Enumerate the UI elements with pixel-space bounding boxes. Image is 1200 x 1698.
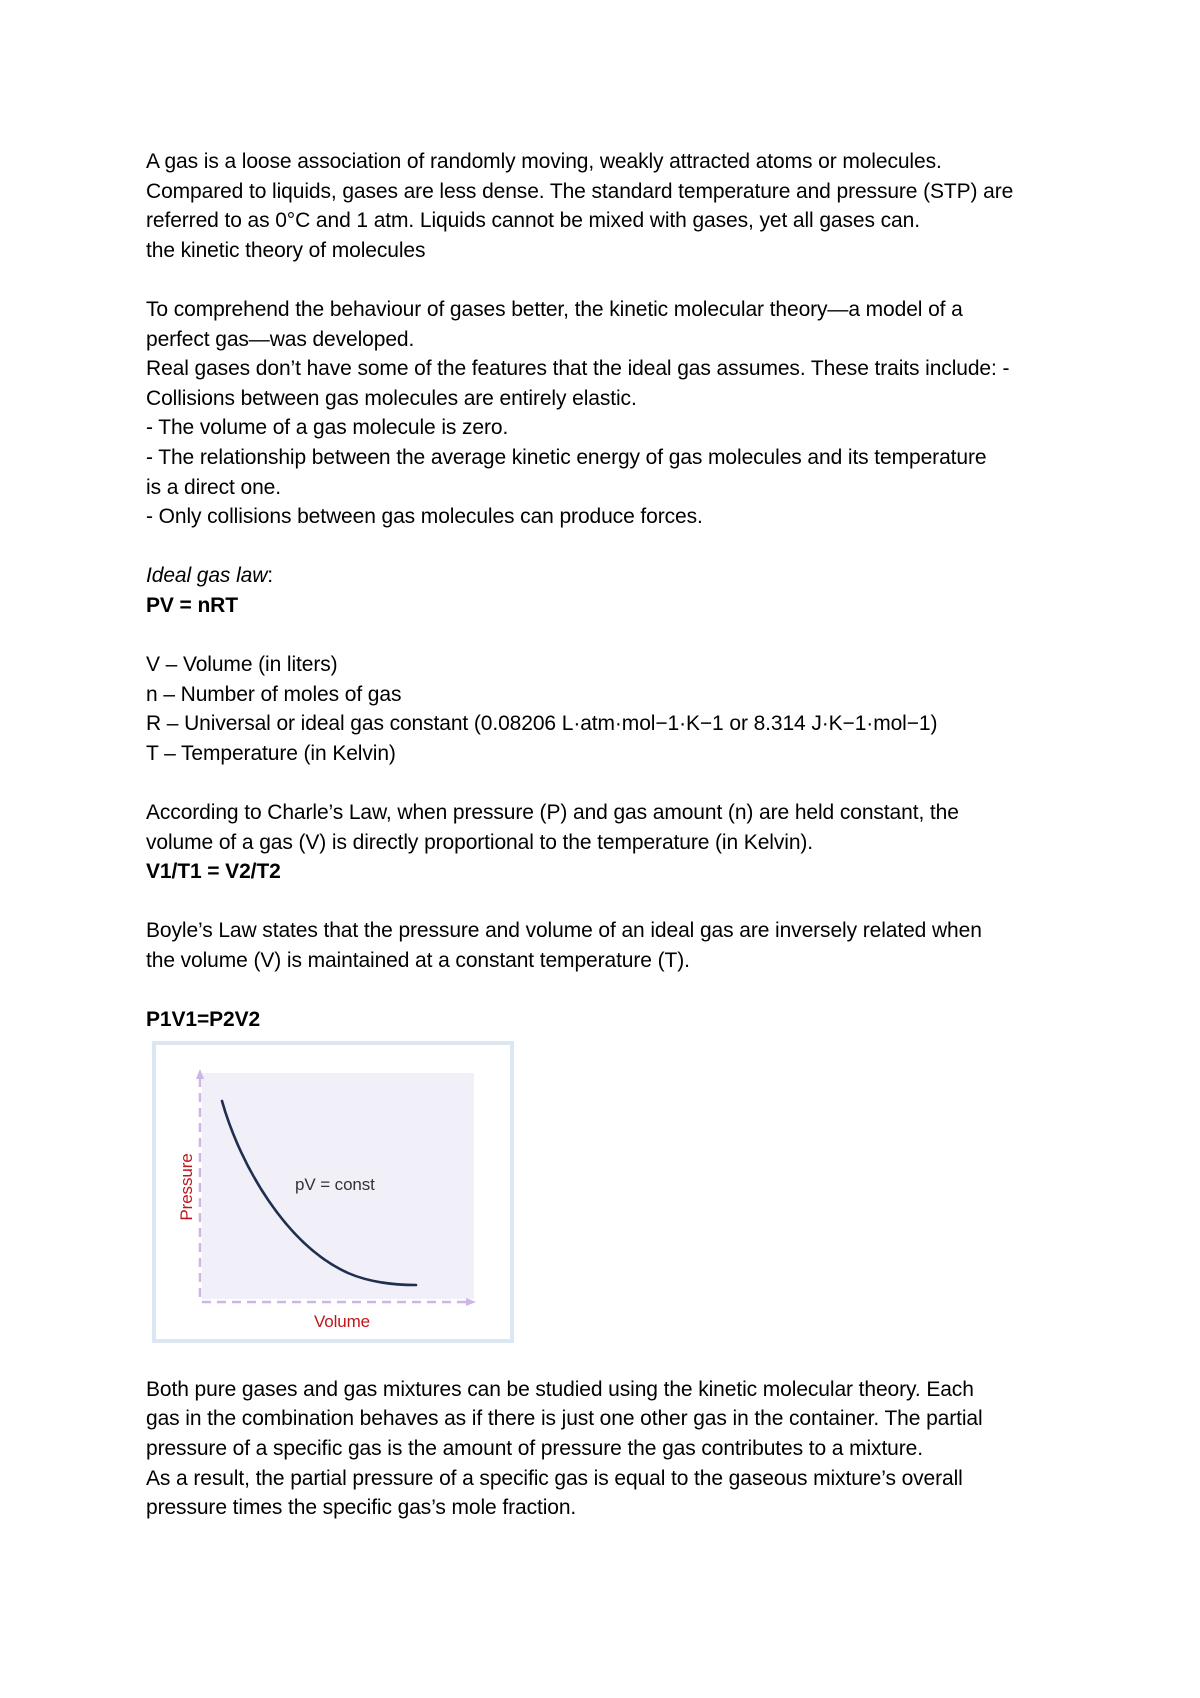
pressure-volume-graph	[156, 1045, 510, 1339]
document-body	[146, 147, 1076, 1523]
paragraph-gap	[146, 532, 1076, 562]
paragraph-gap	[146, 768, 1076, 798]
text-line: Compared to liquids, gases are less dense. The standard temperature and pressure (STP) are	[146, 179, 1014, 203]
variable-definition: T – Temperature (in Kelvin)	[146, 741, 396, 765]
paragraph-gap	[146, 265, 1076, 295]
text-line: Real gases don’t have some of the features that the ideal gas assumes. These traits include: -	[146, 357, 1010, 381]
text-line: gas in the combination behaves as if there is just one other gas in the container. The partial	[146, 1407, 983, 1431]
paragraph-gap	[146, 621, 1076, 651]
ideal-gas-law-title: Ideal gas law	[146, 564, 268, 588]
ideal-gas-formula: PV = nRT	[146, 593, 238, 617]
text-line: - The volume of a gas molecule is zero.	[146, 416, 509, 440]
heading-colon: :	[267, 564, 274, 588]
text-line: the volume (V) is maintained at a constant temperature (T).	[146, 949, 690, 973]
ideal-gas-law-heading	[146, 561, 1076, 591]
text-line: perfect gas—was developed.	[146, 327, 415, 351]
text-line: volume of a gas (V) is directly proportional to the temperature (in Kelvin).	[146, 830, 814, 854]
text-line: Collisions between gas molecules are entirely elastic.	[146, 386, 637, 410]
charles-law-formula: V1/T1 = V2/T2	[146, 860, 281, 884]
text-line: As a result, the partial pressure of a specific gas is equal to the gaseous mixture’s overall	[146, 1466, 963, 1490]
text-line: the kinetic theory of molecules	[146, 238, 426, 262]
text-line: To comprehend the behaviour of gases better, the kinetic molecular theory—a model of a	[146, 297, 963, 321]
text-line: is a direct one.	[146, 475, 281, 499]
variable-definition: V – Volume (in liters)	[146, 653, 338, 677]
curve-annotation: pV = const	[295, 1174, 375, 1194]
boyle-law-formula: P1V1=P2V2	[146, 1008, 261, 1032]
paragraph-gap	[146, 887, 1076, 917]
partial-pressure-section	[146, 1375, 1076, 1523]
variable-definition: n – Number of moles of gas	[146, 682, 402, 706]
boyle-law-figure	[152, 1041, 514, 1343]
text-line: Boyle’s Law states that the pressure and volume of an ideal gas are inversely related when	[146, 919, 982, 943]
y-axis-label: Pressure	[177, 1153, 196, 1221]
text-line: - Only collisions between gas molecules can produce forces.	[146, 505, 703, 529]
text-line: pressure of a specific gas is the amount of pressure the gas contributes to a mixture.	[146, 1437, 923, 1460]
x-axis-arrow-icon	[466, 1298, 476, 1306]
text-line: pressure times the specific gas’s mole fraction.	[146, 1496, 577, 1520]
text-line: A gas is a loose association of randomly moving, weakly attracted atoms or molecules.	[146, 150, 942, 173]
variable-definition: R – Universal or ideal gas constant (0.08206 L·atm·mol−1·K−1 or 8.314 J·K−1·mol−1)	[146, 712, 938, 736]
text-line: Both pure gases and gas mixtures can be studied using the kinetic molecular theory. Each	[146, 1377, 974, 1401]
text-line: According to Charle’s Law, when pressure (P) and gas amount (n) are held constant, the	[146, 801, 959, 825]
text-line: - The relationship between the average kinetic energy of gas molecules and its temperature	[146, 445, 987, 469]
paragraph-gap	[146, 976, 1076, 1006]
x-axis-label: Volume	[313, 1311, 371, 1331]
text-line: referred to as 0°C and 1 atm. Liquids cannot be mixed with gases, yet all gases can.	[146, 209, 920, 233]
